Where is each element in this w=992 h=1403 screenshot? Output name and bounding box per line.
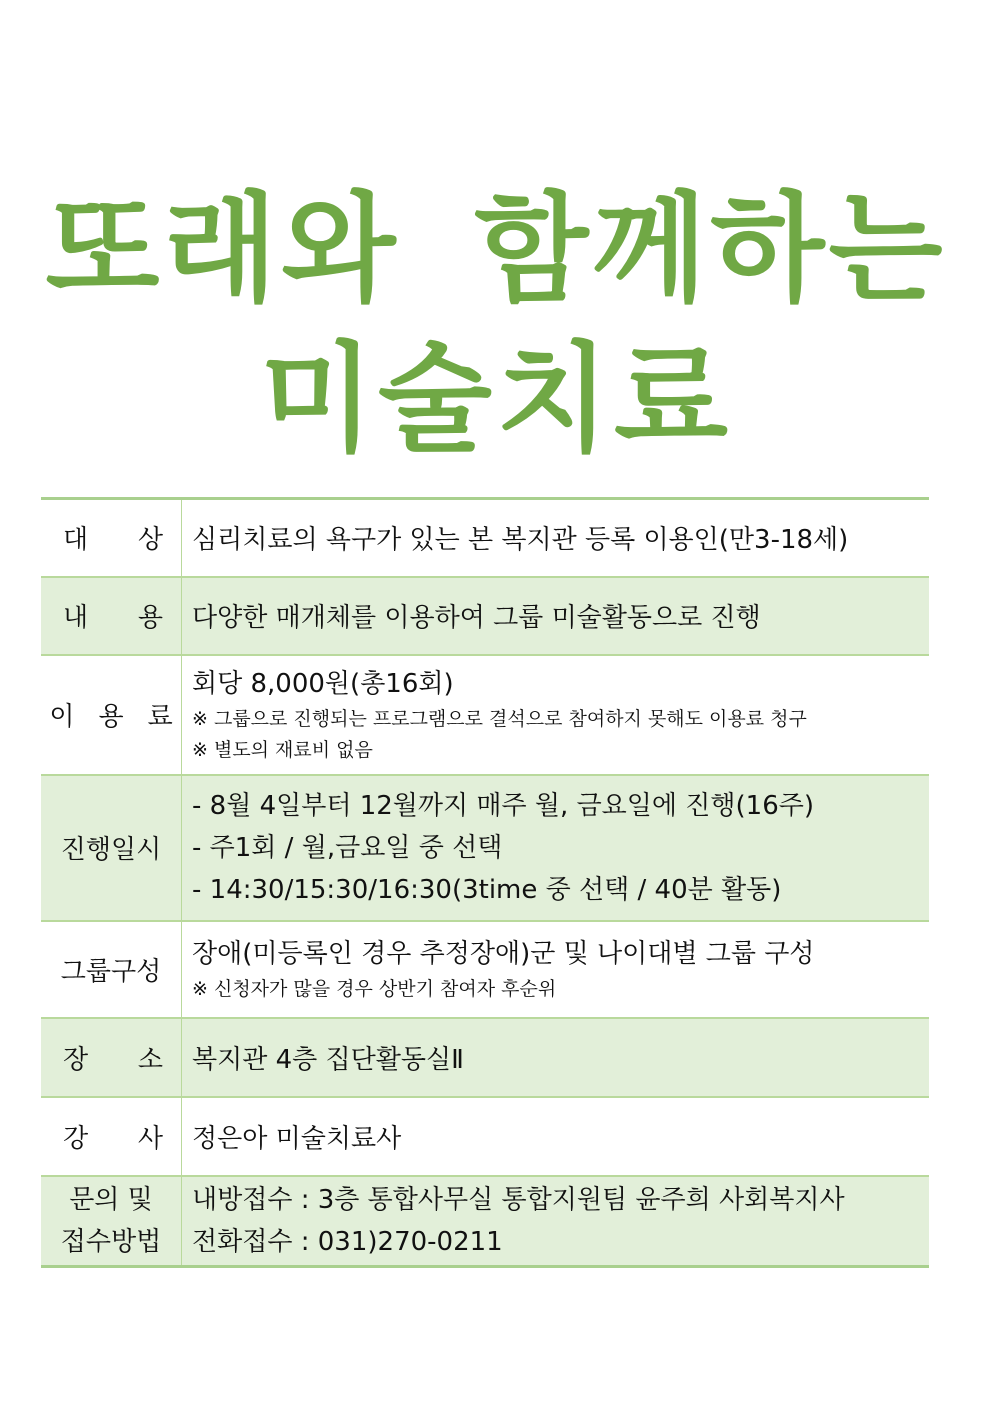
value-target: 심리치료의 욕구가 있는 본 복지관 등록 이용인(만3-18세): [182, 499, 930, 577]
row-target: [41, 499, 929, 577]
inquiry-line-1: 내방접수 : 3층 통합사무실 통합지원팀 윤주희 사회복지사: [192, 1184, 845, 1215]
label-target: 대 상: [41, 499, 182, 577]
value-fee: [182, 655, 930, 775]
label-content: 내 용: [41, 577, 182, 655]
row-schedule: [41, 775, 929, 921]
value-place: 복지관 4층 집단활동실Ⅱ: [182, 1018, 930, 1097]
fee-note-1: ※ 그룹으로 진행되는 프로그램으로 결석으로 참여하지 못해도 이용료 청구: [192, 707, 807, 730]
poster-title-line1: 또래와 함께하는: [45, 180, 947, 318]
value-instructor: 정은아 미술치료사: [182, 1097, 930, 1176]
value-content: 다양한 매개체를 이용하여 그룹 미술활동으로 진행: [182, 577, 930, 655]
row-fee: [41, 655, 929, 775]
row-group: [41, 921, 929, 1018]
row-content: [41, 577, 929, 655]
value-schedule: [182, 775, 930, 921]
poster-title-line2: 미술치료: [260, 330, 732, 468]
row-place: [41, 1018, 929, 1097]
schedule-line-2: - 주1회 / 월,금요일 중 선택: [192, 832, 503, 863]
inquiry-line-2: 전화접수 : 031)270-0211: [192, 1226, 503, 1257]
value-group: [182, 921, 930, 1018]
fee-note-2: ※ 별도의 재료비 없음: [192, 738, 373, 761]
schedule-line-1: - 8월 4일부터 12월까지 매주 월, 금요일에 진행(16주): [192, 790, 815, 821]
label-inquiry: 문의 및 접수방법: [41, 1176, 182, 1267]
schedule-line-3: - 14:30/15:30/16:30(3time 중 선택 / 40분 활동): [192, 874, 782, 905]
group-note: ※ 신청자가 많을 경우 상반기 참여자 후순위: [192, 977, 557, 1000]
row-instructor: [41, 1097, 929, 1176]
program-info-table: [41, 497, 929, 1268]
label-place: 장 소: [41, 1018, 182, 1097]
label-fee: 이 용 료: [41, 655, 182, 775]
row-inquiry: [41, 1176, 929, 1267]
label-instructor: 강 사: [41, 1097, 182, 1176]
label-schedule: 진행일시: [41, 775, 182, 921]
label-group: 그룹구성: [41, 921, 182, 1018]
group-main: 장애(미등록인 경우 추정장애)군 및 나이대별 그룹 구성: [192, 938, 815, 969]
value-inquiry: [182, 1176, 930, 1267]
fee-main: 회당 8,000원(총16회): [192, 668, 454, 699]
